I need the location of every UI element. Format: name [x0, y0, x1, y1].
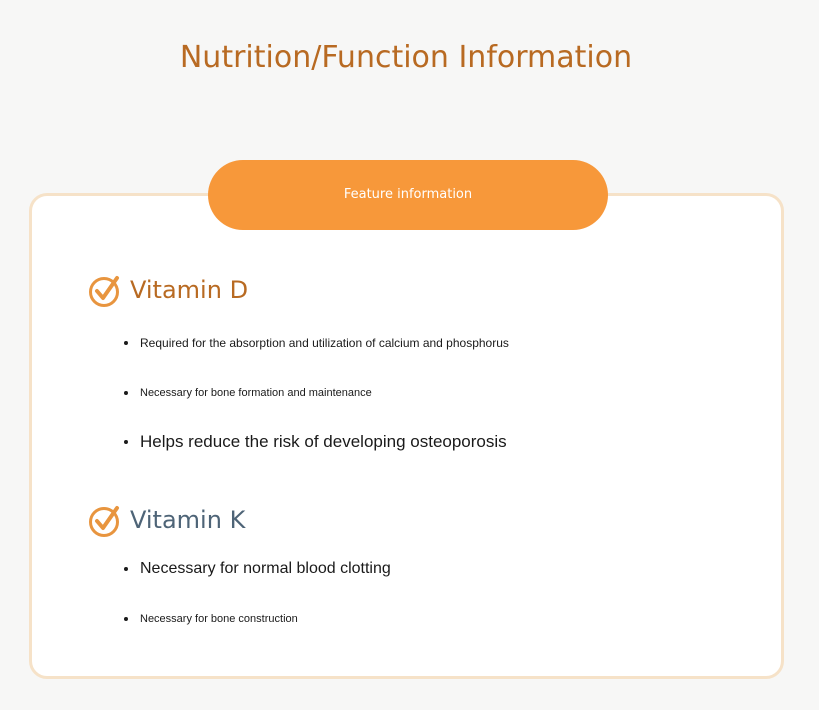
- page-title: Nutrition/Function Information: [179, 40, 633, 75]
- list-item: [124, 336, 509, 350]
- check-circle-icon: [88, 503, 122, 537]
- bullet-dot: [124, 341, 128, 345]
- list-item-text: Necessary for bone construction: [140, 613, 298, 625]
- list-item-text: Helps reduce the risk of developing osteoporosis: [140, 432, 507, 451]
- section-header-vitamin-d: [88, 273, 248, 307]
- check-circle-icon: [88, 273, 122, 307]
- list-item-text: Required for the absorption and utilization of calcium and phosphorus: [140, 336, 509, 350]
- list-item: [124, 613, 298, 625]
- list-item: [124, 387, 372, 399]
- bullet-dot: [124, 567, 128, 571]
- list-item-text: Necessary for normal blood clotting: [140, 560, 391, 577]
- bullet-dot: [124, 440, 128, 444]
- bullet-dot: [124, 391, 128, 395]
- list-item-text: Necessary for bone formation and maintenance: [140, 387, 372, 399]
- list-item: [124, 560, 391, 578]
- bullet-dot: [124, 617, 128, 621]
- section-title: Vitamin D: [130, 276, 249, 304]
- list-item: [124, 432, 507, 452]
- section-header-vitamin-k: [88, 503, 245, 537]
- section-title: Vitamin K: [130, 506, 246, 534]
- feature-information-tab[interactable]: Feature information: [208, 160, 608, 230]
